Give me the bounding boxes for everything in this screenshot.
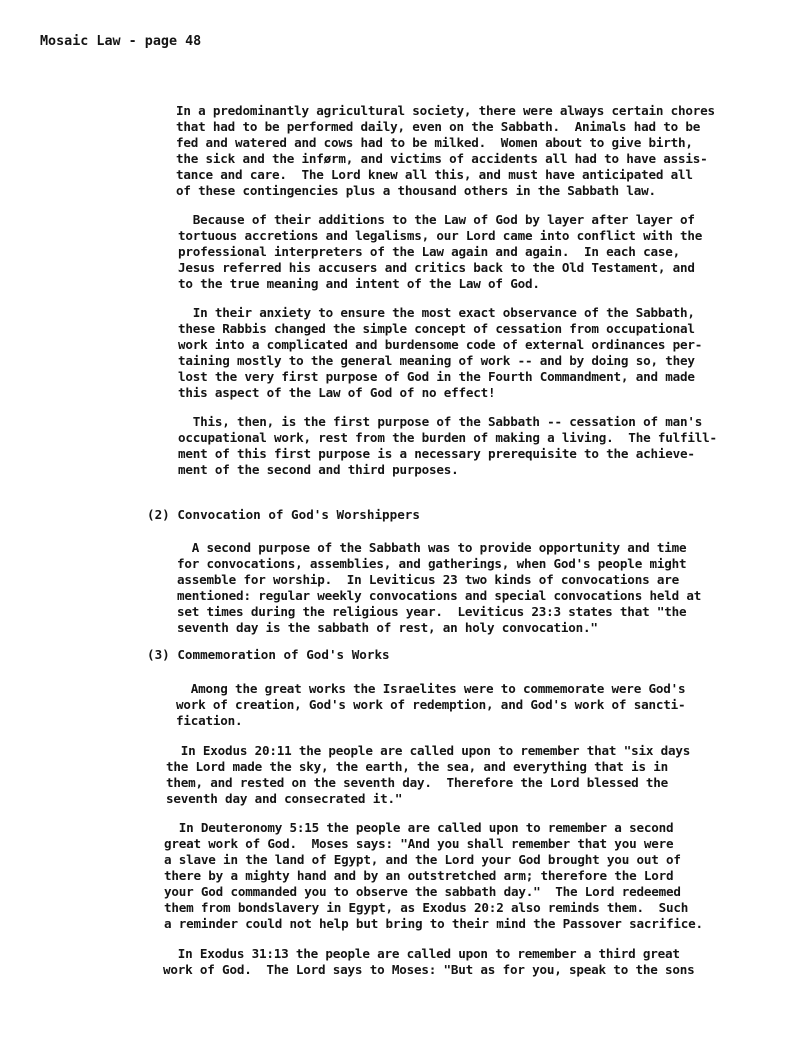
- paragraph-line: tortuous accretions and legalisms, our Lord came into conflict with the: [178, 228, 703, 243]
- paragraph-line: A second purpose of the Sabbath was to provide opportunity and time: [177, 540, 687, 555]
- paragraph-line: that had to be performed daily, even on the Sabbath. Animals had to be: [176, 119, 701, 134]
- paragraph-line: professional interpreters of the Law again and again. In each case,: [178, 244, 680, 259]
- paragraph-line: In Exodus 20:11 the people are called upon to remember that "six days: [166, 743, 691, 758]
- paragraph-line: them, and rested on the seventh day. Therefore the Lord blessed the: [166, 775, 668, 790]
- page-header: Mosaic Law - page 48: [40, 34, 202, 49]
- paragraph-line: for convocations, assemblies, and gatherings, when God's people might: [177, 556, 687, 571]
- paragraph-line: a reminder could not help but bring to their mind the Passover sacrifice.: [164, 916, 703, 931]
- paragraph-line: set times during the religious year. Leviticus 23:3 states that "the: [177, 604, 687, 619]
- paragraph-line: this aspect of the Law of God of no effect!: [178, 385, 496, 400]
- paragraph-line: mentioned: regular weekly convocations and special convocations held at: [177, 588, 702, 603]
- section-heading: (2) Convocation of God's Worshippers: [147, 507, 420, 522]
- paragraph-line: This, then, is the first purpose of the Sabbath -- cessation of man's: [178, 414, 703, 429]
- paragraph-line: them from bondslavery in Egypt, as Exodus 20:2 also reminds them. Such: [164, 900, 689, 915]
- paragraph-line: occupational work, rest from the burden of making a living. The fulfill-: [178, 430, 717, 445]
- paragraph-line: In their anxiety to ensure the most exact observance of the Sabbath,: [178, 305, 695, 320]
- paragraph-line: a slave in the land of Egypt, and the Lord your God brought you out of: [164, 852, 681, 867]
- paragraph-line: seventh day and consecrated it.": [166, 791, 403, 806]
- paragraph-line: there by a mighty hand and by an outstretched arm; therefore the Lord: [164, 868, 674, 883]
- paragraph-line: seventh day is the sabbath of rest, an holy convocation.": [177, 620, 598, 635]
- paragraph-line: ment of the second and third purposes.: [178, 462, 459, 477]
- paragraph-line: fed and watered and cows had to be milked. Women about to give birth,: [176, 135, 693, 150]
- paragraph-line: these Rabbis changed the simple concept of cessation from occupational: [178, 321, 695, 336]
- paragraph-line: In a predominantly agricultural society, there were always certain chores: [176, 103, 715, 118]
- paragraph-line: taining mostly to the general meaning of work -- and by doing so, they: [178, 353, 695, 368]
- paragraph-line: of these contingencies plus a thousand others in the Sabbath law.: [176, 183, 656, 198]
- paragraph-line: Because of their additions to the Law of God by layer after layer of: [178, 212, 695, 227]
- paragraph-line: work into a complicated and burdensome code of external ordinances per-: [178, 337, 703, 352]
- paragraph-line: In Exodus 31:13 the people are called upon to remember a third great: [163, 946, 680, 961]
- paragraph-line: your God commanded you to observe the sabbath day." The Lord redeemed: [164, 884, 681, 899]
- paragraph-line: to the true meaning and intent of the Law of God.: [178, 276, 540, 291]
- paragraph-line: work of God. The Lord says to Moses: "But as for you, speak to the sons: [163, 962, 695, 977]
- paragraph-line: In Deuteronomy 5:15 the people are called upon to remember a second: [164, 820, 674, 835]
- paragraph-line: fication.: [176, 713, 243, 728]
- section-heading: (3) Commemoration of God's Works: [147, 647, 390, 662]
- paragraph-line: the sick and the inførm, and victims of accidents all had to have assis-: [176, 151, 708, 166]
- paragraph-line: assemble for worship. In Leviticus 23 two kinds of convocations are: [177, 572, 679, 587]
- paragraph-line: Jesus referred his accusers and critics back to the Old Testament, and: [178, 260, 695, 275]
- paragraph-line: lost the very first purpose of God in the Fourth Commandment, and made: [178, 369, 695, 384]
- paragraph-line: Among the great works the Israelites were to commemorate were God's: [176, 681, 686, 696]
- paragraph-line: ment of this first purpose is a necessary prerequisite to the achieve-: [178, 446, 695, 461]
- paragraph-line: the Lord made the sky, the earth, the sea, and everything that is in: [166, 759, 668, 774]
- paragraph-line: work of creation, God's work of redemption, and God's work of sancti-: [176, 697, 686, 712]
- paragraph-line: tance and care. The Lord knew all this, and must have anticipated all: [176, 167, 693, 182]
- paragraph-line: great work of God. Moses says: "And you shall remember that you were: [164, 836, 674, 851]
